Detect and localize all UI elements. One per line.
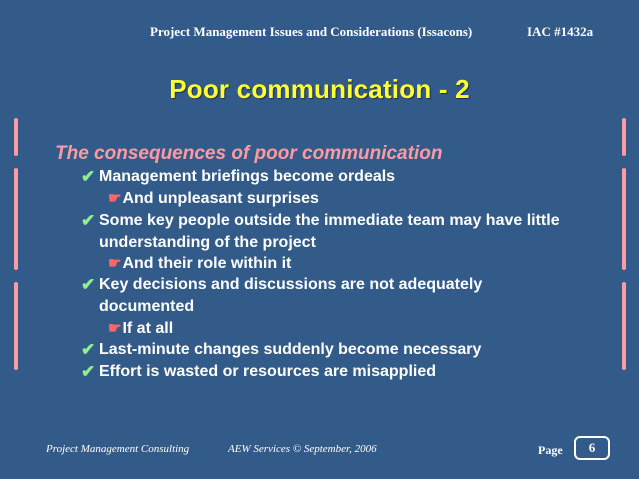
bullet-item <box>81 274 551 317</box>
pointing-hand-icon: ☛ <box>108 255 122 272</box>
right-accent-bar-middle <box>622 168 626 270</box>
page-number-box: 6 <box>574 436 610 460</box>
check-mark-icon: ✔ <box>81 167 96 186</box>
bullet-text: Some key people outside the immediate team may have little understanding of the project <box>99 212 560 251</box>
left-accent-bar-middle <box>14 168 18 270</box>
pointing-hand-icon: ☛ <box>108 320 122 337</box>
sub-bullet-item <box>108 188 319 210</box>
left-accent-bar-bottom <box>14 282 18 370</box>
bullet-item <box>81 166 601 188</box>
right-accent-bar-top <box>622 118 626 156</box>
sub-bullet-text: If at all <box>122 320 174 337</box>
bullet-item <box>81 210 581 253</box>
check-mark-icon: ✔ <box>81 362 96 381</box>
sub-bullet-text: And unpleasant surprises <box>122 190 319 207</box>
left-accent-bar-top <box>14 118 18 156</box>
bullet-text: Key decisions and discussions are not adequately documented <box>99 276 483 315</box>
check-mark-icon: ✔ <box>81 340 96 359</box>
check-mark-icon: ✔ <box>81 275 96 294</box>
course-code: IAC #1432a <box>527 24 594 39</box>
bullet-text: Management briefings become ordeals <box>99 168 396 185</box>
right-accent-bar-bottom <box>622 282 626 370</box>
pointing-hand-icon: ☛ <box>108 190 122 207</box>
section-heading: The consequences of poor communication <box>55 143 443 164</box>
bullet-text: Effort is wasted or resources are misapplied <box>99 363 437 380</box>
sub-bullet-item <box>108 318 173 340</box>
bullet-item <box>81 339 601 361</box>
footer-copyright: AEW Services © September, 2006 <box>228 443 377 455</box>
bullet-text: Last-minute changes suddenly become necessary <box>99 341 482 358</box>
footer-firm: Project Management Consulting <box>46 443 190 455</box>
slide-title: Poor communication - 2 <box>169 74 470 104</box>
sub-bullet-item <box>108 253 291 275</box>
check-mark-icon: ✔ <box>81 211 96 230</box>
sub-bullet-text: And their role within it <box>122 255 292 272</box>
page-label: Page <box>538 443 563 457</box>
bullet-item <box>81 361 601 383</box>
course-title: Project Management Issues and Considerations (Issacons) <box>150 24 473 39</box>
